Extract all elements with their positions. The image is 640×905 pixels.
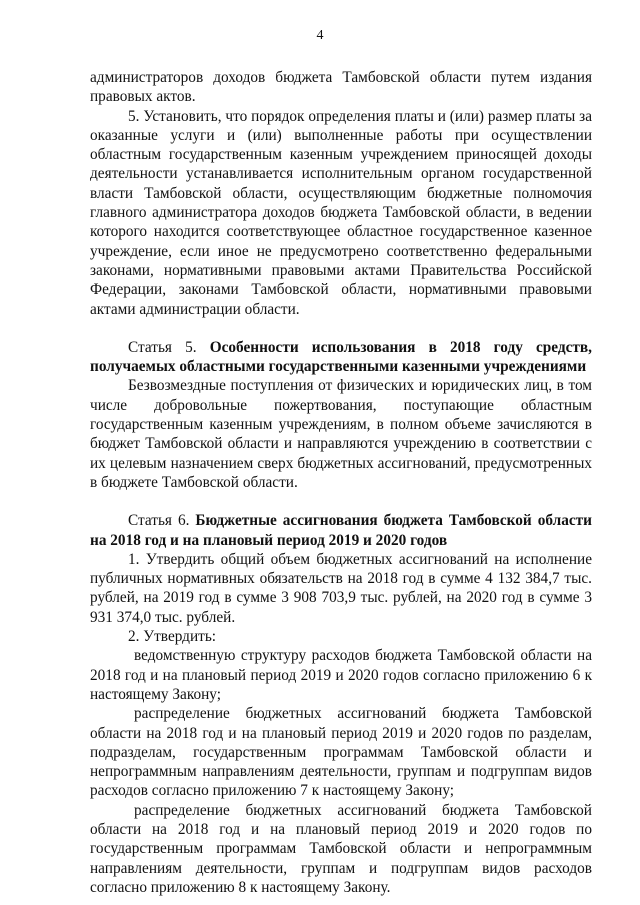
paragraph-departmental-structure: ведомственную структуру расходов бюджета Тамбовской области на 2018 год и на плановый период 2019 и 2020 годов согласно приложению 6 к настоящему Закону; <box>90 647 592 703</box>
article-5-title: Особенности использования в 2018 году средств, получаемых областными государственными казенными учреждениями <box>90 338 592 376</box>
document-body <box>90 68 592 897</box>
article-5-heading <box>90 338 592 377</box>
paragraph-continuation: администраторов доходов бюджета Тамбовской области путем издания правовых актов. <box>90 69 592 106</box>
paragraph-article-6-clause-2: 2. Утвердить: <box>128 628 217 646</box>
paragraph-distribution-by-sections: распределение бюджетных ассигнований бюджета Тамбовской области на 2018 год и на плановый период 2019 и 2020 годов по разделам, подразделам, государственным программам Тамбовской области и непрограммным направлениям деятельности, группам и подгруппам видов расходов согласно приложению 7 к настоящему Закону; <box>90 705 592 800</box>
paragraph-distribution-by-programs: распределение бюджетных ассигнований бюджета Тамбовской области на 2018 год и на плановый период 2019 и 2020 годов по государственным программам Тамбовской области и непрограммным направлениям деятельности, группам и подгруппам видов расходов согласно приложению 8 к настоящему Закону. <box>90 801 592 896</box>
article-5-label: Статья 5. <box>128 338 210 356</box>
article-6-heading <box>90 511 592 550</box>
paragraph-clause-5: 5. Установить, что порядок определения платы и (или) размер платы за оказанные услуги и (или) выполненные работы при осуществлении областным государственным казенным учреждением приносящей доходы деятельности устанавливается исполнительным органом государственной власти Тамбовской области, осуществляющим бюджетные полномочия главного администратора доходов бюджета Тамбовской области, в ведении которого находится соответствующее областное государственное казенное учреждение, если иное не предусмотрено соответственно федеральными законами, нормативными правовыми актами Правительства Российской Федерации, законами Тамбовской области, нормативными правовыми актами администрации области. <box>90 107 592 318</box>
article-6-title: Бюджетные ассигнования бюджета Тамбовской области на 2018 год и на плановый период 2019 и 2020 годов <box>90 512 592 549</box>
page-number: 4 <box>316 28 324 43</box>
paragraph-article-5-body: Безвозмездные поступления от физических и юридических лиц, в том числе добровольные пожертвования, поступающие областным государственным казенным учреждениям, в полном объеме зачисляются в бюджет Тамбовской области и направляются учреждению в соответствии с их целевым назначением сверх бюджетных ассигнований, предусмотренных в бюджете Тамбовской области. <box>90 377 592 491</box>
spacer <box>90 319 592 338</box>
paragraph-article-6-clause-1: 1. Утвердить общий объем бюджетных ассигнований на исполнение публичных нормативных обязательств на 2018 год в сумме 4 132 384,7 тыс. рублей, на 2019 год в сумме 3 908 703,9 тыс. рублей, на 2020 год в сумме 3 931 374,0 тыс. рублей. <box>90 550 592 626</box>
spacer <box>90 492 592 511</box>
article-6-label: Статья 6. <box>128 512 196 530</box>
